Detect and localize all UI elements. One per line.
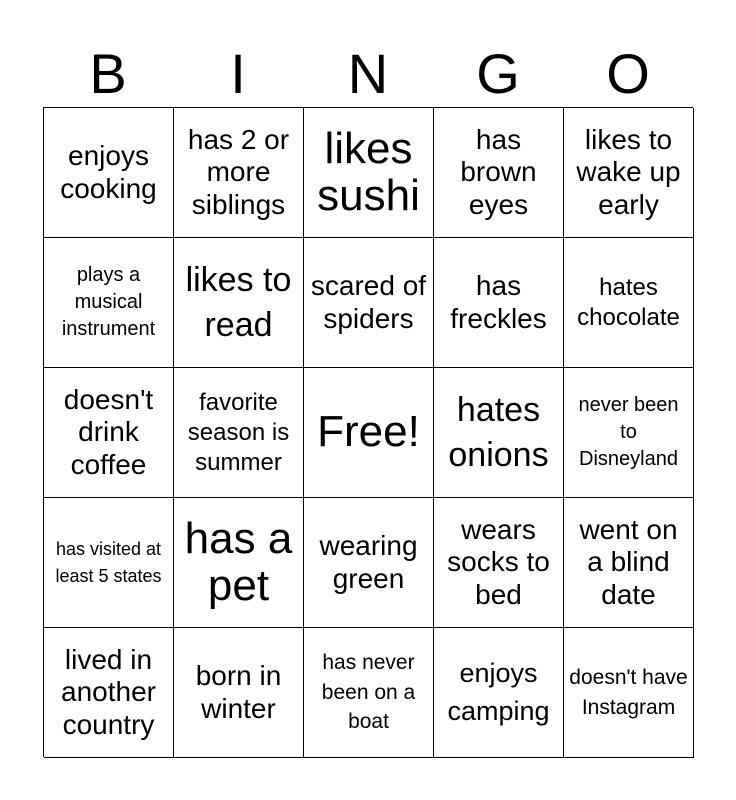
header-letter-g: G [476,42,520,105]
bingo-cell[interactable]: likes to read [174,238,304,368]
bingo-cell[interactable]: wears socks to bed [434,498,564,628]
bingo-cell[interactable]: has brown eyes [434,108,564,238]
bingo-cell[interactable]: has visited at least 5 states [44,498,174,628]
bingo-cell[interactable]: doesn't have Instagram [564,628,694,758]
header-letter-i: I [230,42,246,105]
bingo-cell[interactable]: doesn't drink coffee [44,368,174,498]
header-letter-n: N [347,42,389,105]
bingo-cell[interactable]: hates chocolate [564,238,694,368]
bingo-cell[interactable]: lived in another country [44,628,174,758]
bingo-header [43,40,693,108]
free-cell[interactable]: Free! [304,368,434,498]
bingo-cell[interactable]: hates onions [434,368,564,498]
header-letter-o: O [606,42,650,105]
bingo-cell[interactable]: likes sushi [304,108,434,238]
bingo-cell[interactable]: born in winter [174,628,304,758]
header-letter-b: B [89,42,127,105]
bingo-cell[interactable]: plays a musical instrument [44,238,174,368]
bingo-cell[interactable]: never been to Disneyland [564,368,694,498]
bingo-cell[interactable]: has freckles [434,238,564,368]
bingo-cell[interactable]: went on a blind date [564,498,694,628]
bingo-cell[interactable]: enjoys camping [434,628,564,758]
bingo-cell[interactable]: has a pet [174,498,304,628]
bingo-cell[interactable]: enjoys cooking [44,108,174,238]
bingo-cell[interactable]: has never been on a boat [304,628,434,758]
bingo-cell[interactable]: has 2 or more siblings [174,108,304,238]
bingo-board [43,107,693,757]
bingo-cell[interactable]: scared of spiders [304,238,434,368]
bingo-cell[interactable]: likes to wake up early [564,108,694,238]
bingo-cell[interactable]: favorite season is summer [174,368,304,498]
bingo-cell[interactable]: wearing green [304,498,434,628]
